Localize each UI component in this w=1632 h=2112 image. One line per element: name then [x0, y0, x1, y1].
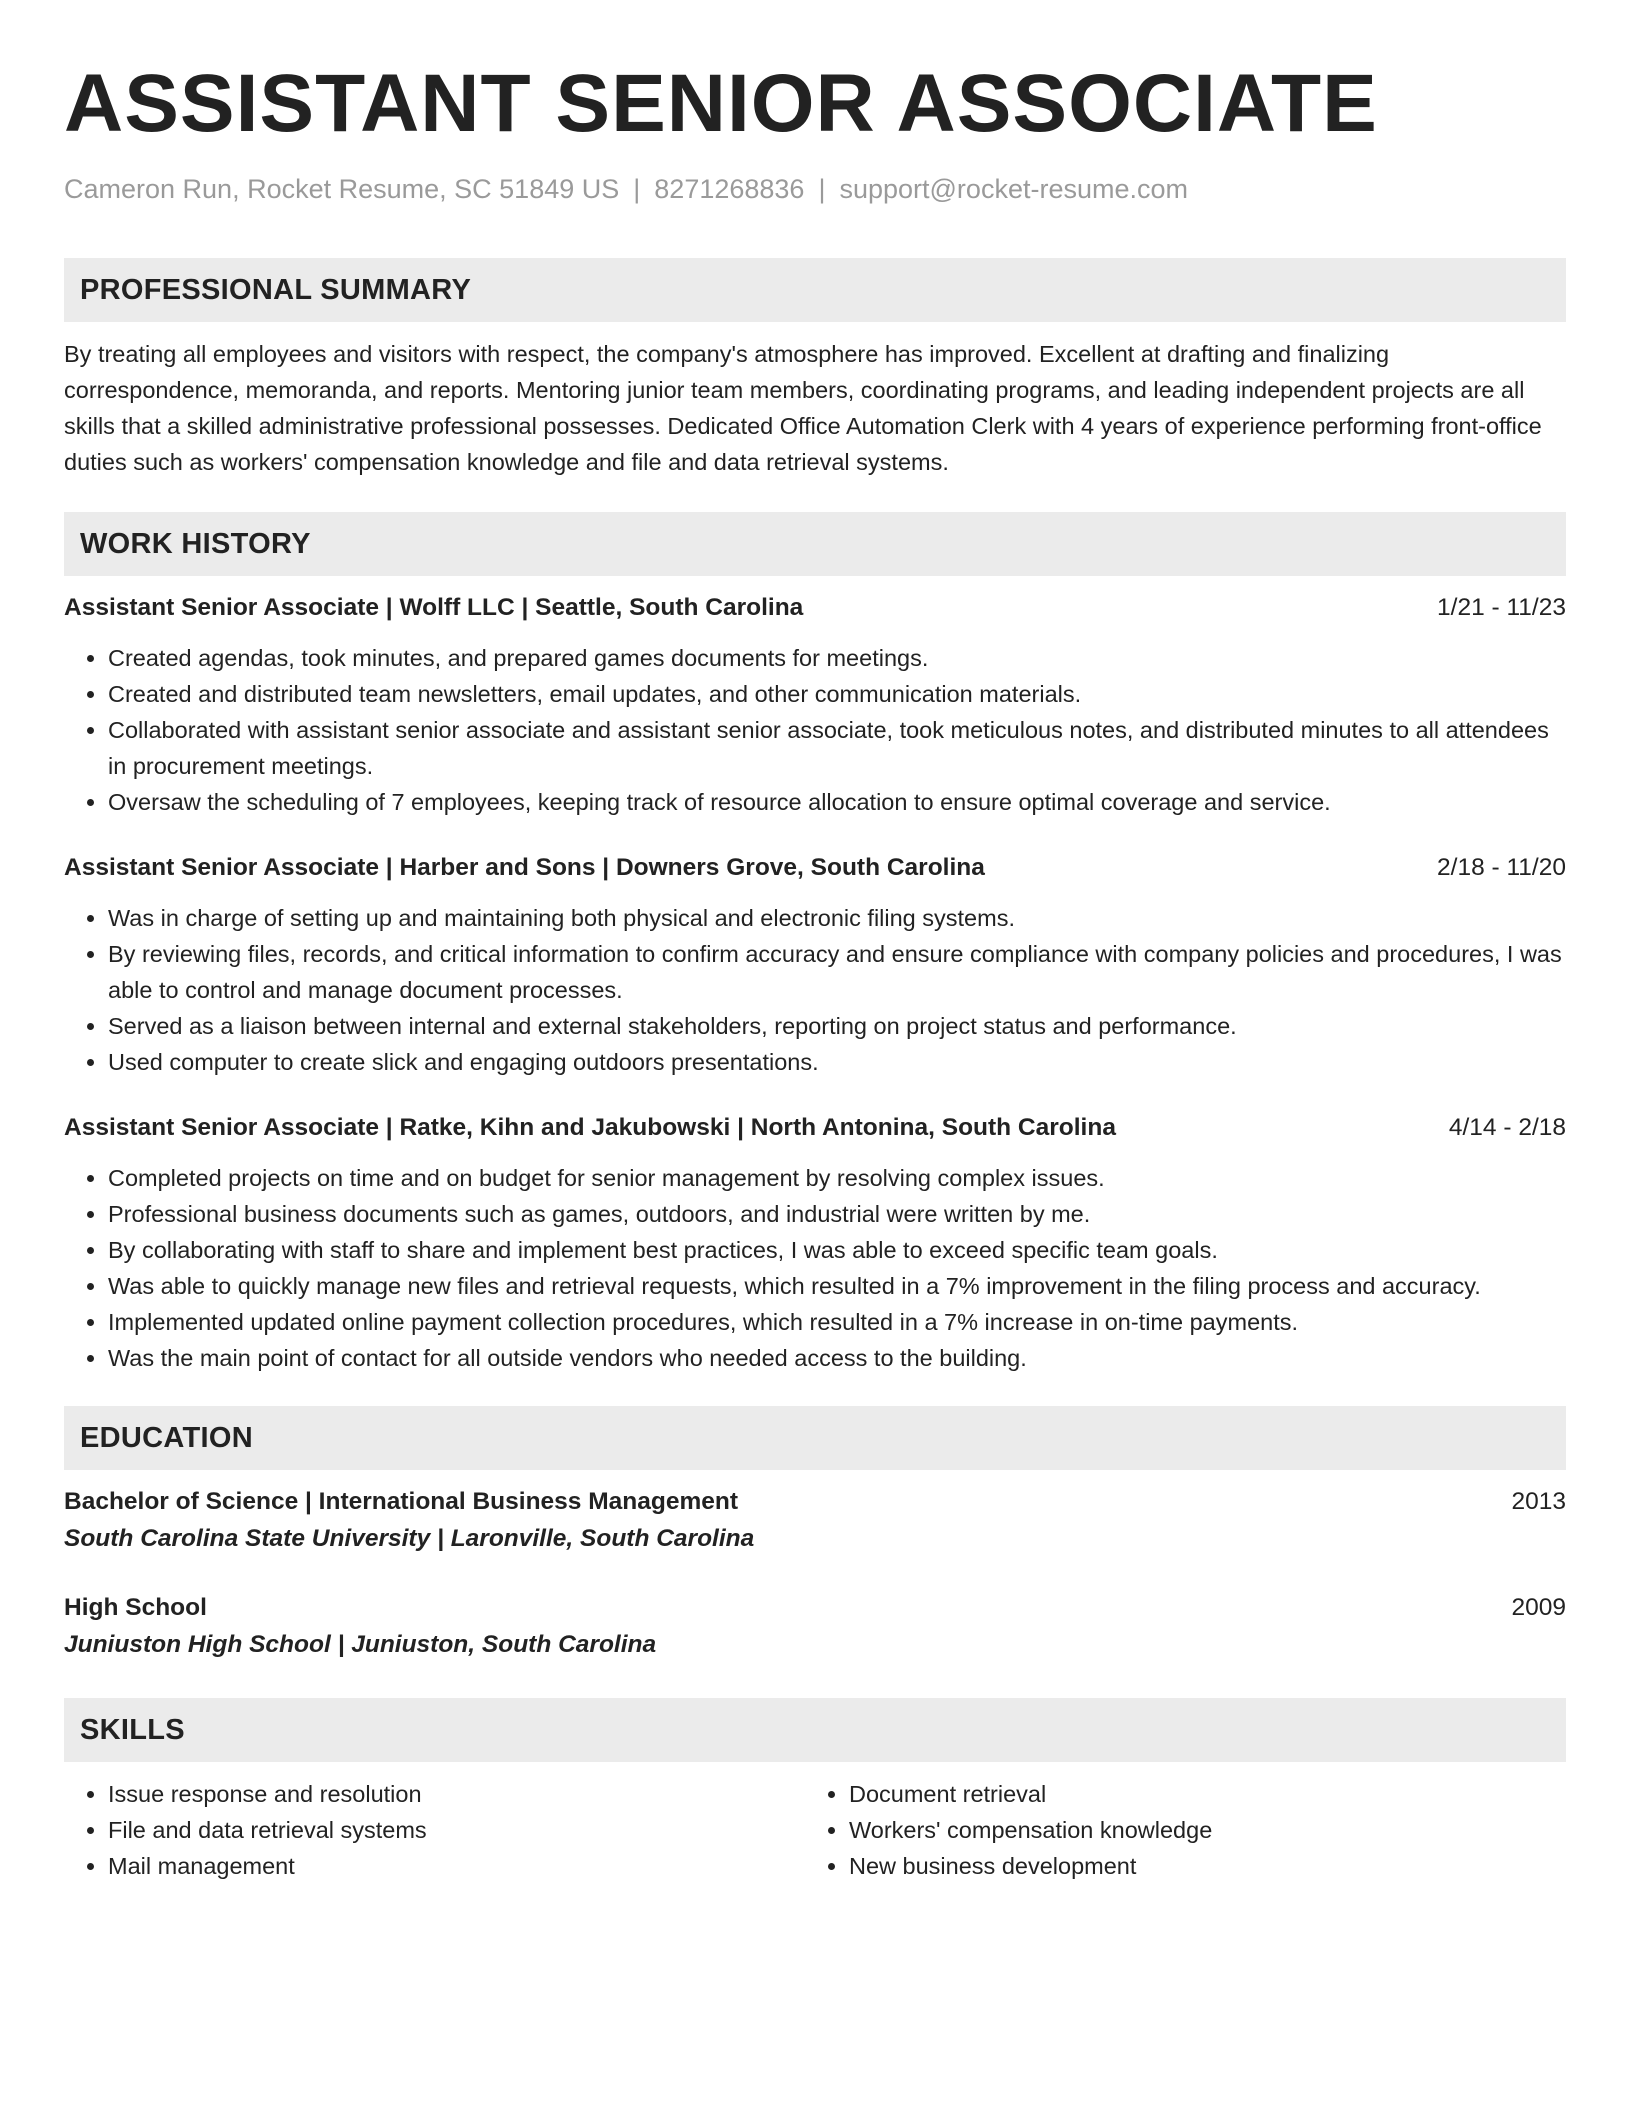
summary-text: By treating all employees and visitors with respect, the company's atmosphere has improved. Excellent at drafting and finalizing correspondence, memoranda, and reports. Mentoring junior team members, coordinating programs, and leading independent projects are all skills that a skilled administrative professional possesses. Dedicated Office Automation Clerk with 4 years of experience performing front-office duties such as workers' compensation knowledge and file and data retrieval systems.	[64, 341, 1542, 475]
education-entry	[64, 1484, 1566, 1558]
section-heading-education: EDUCATION	[64, 1406, 1566, 1470]
skills-column-right	[805, 1776, 1546, 1884]
job-bullet: • Created agendas, took minutes, and prepared games documents for meetings.	[108, 640, 1566, 676]
job-title: Assistant Senior Associate | Ratke, Kihn and Jakubowski | North Antonina, South Carolina	[64, 1114, 1116, 1141]
job-bullet: • Used computer to create slick and engaging outdoors presentations.	[108, 1044, 1566, 1080]
job-bullet: • Was the main point of contact for all outside vendors who needed access to the building.	[108, 1340, 1566, 1376]
resume-name: ASSISTANT SENIOR ASSOCIATE	[64, 58, 1378, 149]
job-dates: 4/14 - 2/18	[1448, 1114, 1566, 1141]
job-bullet: • Collaborated with assistant senior associate and assistant senior associate, took meticulous notes, and distributed minutes to all attendees in procurement meetings.	[108, 712, 1566, 784]
job-bullet: • Was in charge of setting up and maintaining both physical and electronic filing systems.	[108, 900, 1566, 936]
skill-item: • File and data retrieval systems	[108, 1812, 805, 1848]
job-bullets	[64, 900, 1566, 1080]
job-entry	[64, 850, 1566, 1080]
job-bullet: • Served as a liaison between internal and external stakeholders, reporting on project status and performance.	[108, 1008, 1566, 1044]
skill-item: • Issue response and resolution	[108, 1776, 805, 1812]
job-bullet: • Created and distributed team newsletters, email updates, and other communication materials.	[108, 676, 1566, 712]
job-bullet: • By collaborating with staff to share and implement best practices, I was able to exceed specific team goals.	[108, 1232, 1566, 1268]
education-entry	[64, 1590, 1566, 1664]
job-bullet: • Professional business documents such as games, outdoors, and industrial were written by me.	[108, 1196, 1566, 1232]
skill-item: • Mail management	[108, 1848, 805, 1884]
job-title: Assistant Senior Associate | Wolff LLC | Seattle, South Carolina	[64, 594, 804, 621]
job-bullet: • Completed projects on time and on budget for senior management by resolving complex issues.	[108, 1160, 1566, 1196]
job-bullet: • Implemented updated online payment collection procedures, which resulted in a 7% increase in on-time payments.	[108, 1304, 1566, 1340]
job-title: Assistant Senior Associate | Harber and Sons | Downers Grove, South Carolina	[64, 854, 985, 881]
job-bullet: • Oversaw the scheduling of 7 employees, keeping track of resource allocation to ensure optimal coverage and service.	[108, 784, 1566, 820]
contact-separator: |	[633, 174, 641, 204]
education-school: Juniuston High School | Juniuston, South Carolina	[64, 1631, 657, 1658]
education-degree: High School	[64, 1594, 207, 1621]
contact-address: Cameron Run, Rocket Resume, SC 51849 US	[64, 174, 620, 204]
education-school: South Carolina State University | Laronville, South Carolina	[64, 1525, 755, 1552]
job-dates: 2/18 - 11/20	[1437, 854, 1566, 881]
skill-item: • New business development	[849, 1848, 1546, 1884]
job-entry	[64, 1110, 1566, 1376]
contact-phone: 8271268836	[654, 174, 805, 204]
education-year: 2009	[1511, 1594, 1566, 1621]
section-heading-skills: SKILLS	[64, 1698, 1566, 1762]
section-heading-work-history: WORK HISTORY	[64, 512, 1566, 576]
education-degree: Bachelor of Science | International Business Management	[64, 1488, 738, 1515]
resume-page	[64, 56, 1566, 1884]
job-dates: 1/21 - 11/23	[1437, 594, 1566, 621]
job-bullet: • Was able to quickly manage new files and retrieval requests, which resulted in a 7% improvement in the filing process and accuracy.	[108, 1268, 1566, 1304]
contact-line	[64, 172, 1566, 206]
skill-item: • Document retrieval	[849, 1776, 1546, 1812]
job-bullets	[64, 1160, 1566, 1376]
skills-list	[64, 1776, 1566, 1884]
skill-item: • Workers' compensation knowledge	[849, 1812, 1546, 1848]
job-bullet: • By reviewing files, records, and critical information to confirm accuracy and ensure compliance with company policies and procedures, I was able to control and manage document processes.	[108, 936, 1566, 1008]
skills-column-left	[64, 1776, 805, 1884]
contact-email: support@rocket-resume.com	[839, 174, 1188, 204]
job-entry	[64, 590, 1566, 820]
contact-separator: |	[818, 174, 826, 204]
education-year: 2013	[1511, 1488, 1566, 1515]
job-bullets	[64, 640, 1566, 820]
section-heading-summary: PROFESSIONAL SUMMARY	[64, 258, 1566, 322]
